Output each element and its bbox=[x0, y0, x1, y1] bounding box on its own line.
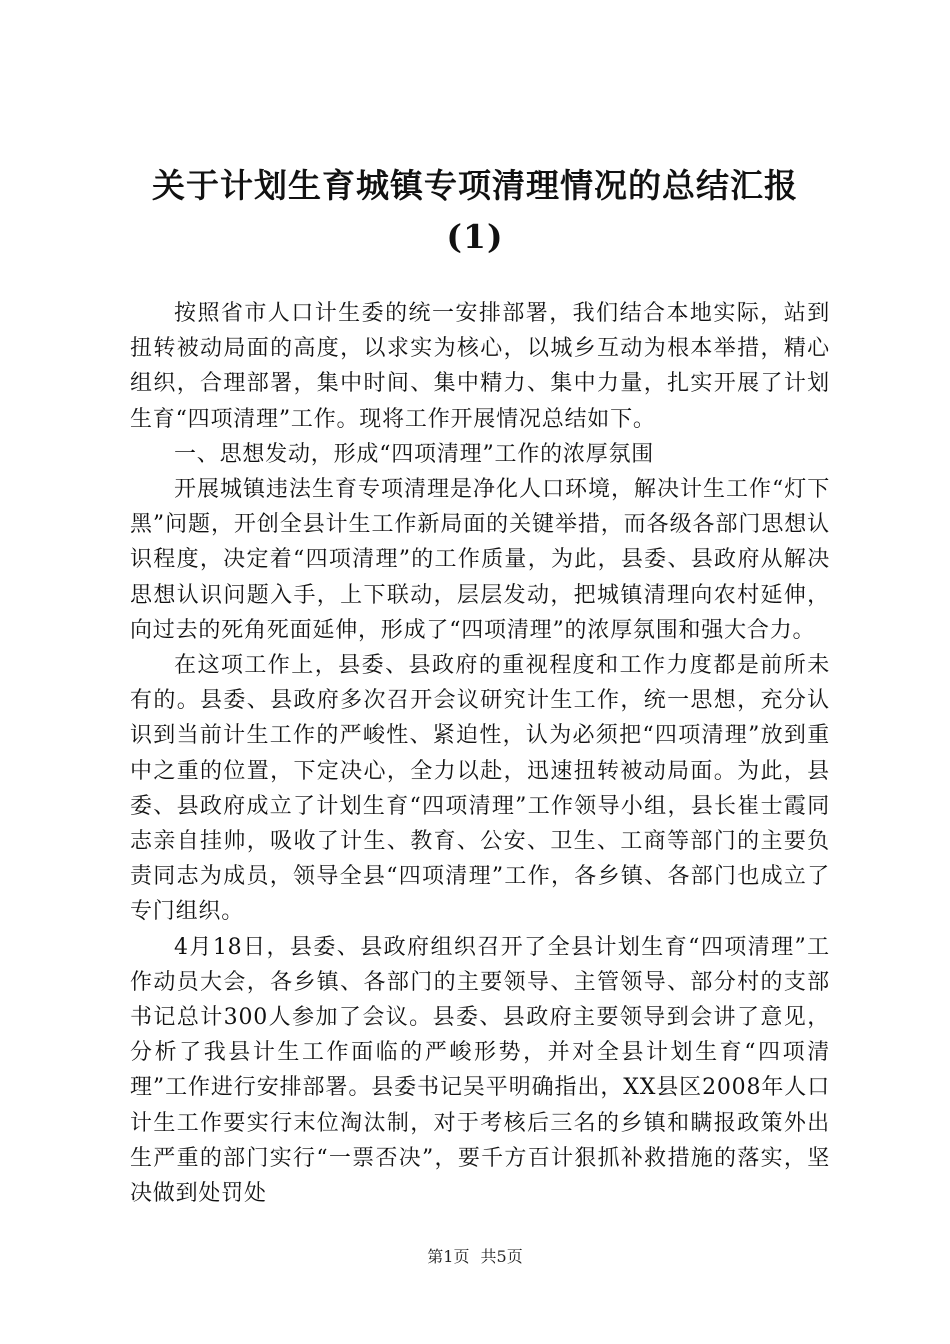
paragraph: 开展城镇违法生育专项清理是净化人口环境，解决计生工作“灯下黑”问题，开创全县计生工作新局面的关键举措，而各级各部门思想认识程度，决定着“四项清理”的工作质量，为此，县委、县政府从解决思想认识问题入手，上下联动，层层发动，把城镇清理向农村延伸，向过去的死角死面延伸，形成了“四项清理”的浓厚氛围和强大合力。 bbox=[130, 477, 830, 643]
document-title-number: (1) bbox=[446, 217, 504, 256]
page-footer bbox=[0, 1244, 950, 1267]
page-number: 第1页 bbox=[427, 1247, 470, 1266]
paragraph: 4月18日，县委、县政府组织召开了全县计划生育“四项清理”工作动员大会，各乡镇、各部门的主要领导、主管领导、部分村的支部书记总计300人参加了会议。县委、县政府主要领导到会讲了意见，分析了我县计生工作面临的严峻形势，并对全县计划生育“四项清理”工作进行安排部署。县委书记吴平明确指出，XX县区2008年人口计生工作要实行末位淘汰制，对于考核后三名的乡镇和瞒报政策外出生严重的部门实行“一票否决”，要千方百计狠抓补救措施的落实，坚决做到处罚处 bbox=[130, 934, 830, 1207]
paragraph: 在这项工作上，县委、县政府的重视程度和工作力度都是前所未有的。县委、县政府多次召开会议研究计生工作，统一思想，充分认识到当前计生工作的严峻性、紧迫性，认为必须把“四项清理”放到重中之重的位置，下定决心，全力以赴，迅速扭转被动局面。为此，县委、县政府成立了计划生育“四项清理”工作领导小组，县长崔士霞同志亲自挂帅，吸收了计生、教育、公安、卫生、工商等部门的主要负责同志为成员，领导全县“四项清理”工作，各乡镇、各部门也成立了专门组织。 bbox=[130, 653, 830, 925]
document-title: 关于计划生育城镇专项清理情况的总结汇报 bbox=[152, 166, 798, 205]
page-total: 共5页 bbox=[480, 1247, 523, 1266]
paragraph-intro: 按照省市人口计生委的统一安排部署，我们结合本地实际，站到扭转被动局面的高度，以求实为核心，以城乡互动为根本举措，精心组织，合理部署，集中时间、集中精力、集中力量，扎实开展了计划生育“四项清理”工作。现将工作开展情况总结如下。 bbox=[130, 301, 830, 432]
document-body bbox=[130, 296, 830, 1211]
section-heading-1: 一、思想发动，形成“四项清理”工作的浓厚氛围 bbox=[174, 441, 655, 467]
